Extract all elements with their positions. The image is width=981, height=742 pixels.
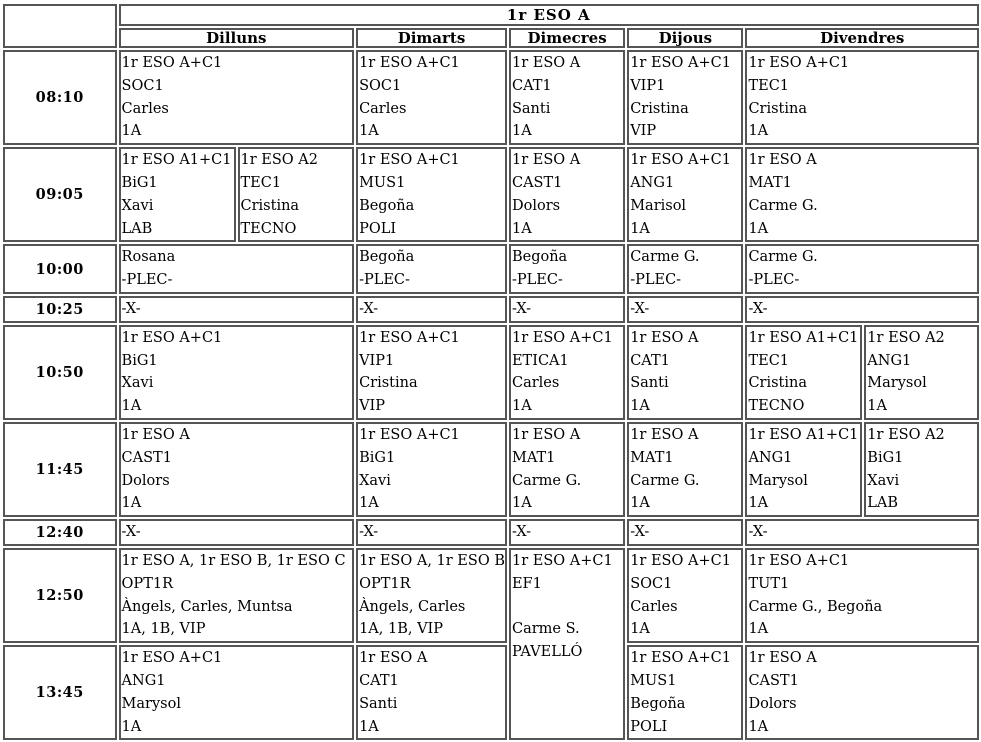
timetable-cell — [119, 422, 355, 517]
cell-blank — [512, 596, 623, 619]
cell-group: 1r ESO A+C1 — [748, 55, 850, 71]
cell-room: 1A — [511, 495, 532, 512]
time-slot: 12:50 — [3, 548, 117, 643]
cell-room: VIP — [630, 123, 657, 140]
cell-group: 1r ESO A+C1 — [511, 552, 613, 569]
cell-group: 1r ESO A+C1 — [121, 55, 223, 71]
cell-group: 1r ESO A+C1 — [511, 329, 613, 346]
cell-teacher: Dolors — [511, 197, 561, 214]
day-header-tuesday: Dimarts — [356, 28, 507, 48]
cell-teacher: Marysol — [121, 695, 181, 712]
cell-subject: ANG1 — [867, 352, 912, 369]
cell-subject: MAT1 — [748, 174, 792, 191]
cell-subject: ANG1 — [121, 672, 166, 689]
cell-room: 1A — [359, 495, 379, 512]
cell-teacher: Carme G., Begoña — [748, 598, 883, 615]
cell-room: 1A — [630, 495, 650, 512]
cell-subject: OPT1R — [359, 575, 411, 592]
timetable-cell — [745, 147, 979, 242]
cell-group: 1r ESO A+C1 — [359, 329, 460, 346]
cell-room: 1A — [867, 398, 887, 415]
time-slot: 10:00 — [3, 244, 117, 294]
cell-subject: ETICA1 — [511, 352, 569, 369]
cell-room: TECNO — [240, 220, 297, 237]
cell-subject: BiG1 — [121, 352, 158, 369]
cell-subject: ANG1 — [748, 449, 793, 466]
cell-group: 1r ESO A+C1 — [630, 552, 731, 569]
cell-subject: ANG1 — [630, 174, 675, 191]
cell-subject: TEC1 — [240, 174, 282, 191]
cell-group: 1r ESO A — [359, 650, 428, 667]
cell-teacher: Santi — [359, 695, 398, 712]
cell-activity: -PLEC- — [630, 272, 682, 289]
cell-teacher: Carme G. — [748, 249, 818, 266]
cell-teacher: Begoña — [511, 249, 568, 266]
cell-activity: -PLEC- — [511, 272, 563, 289]
timetable-cell — [509, 325, 625, 420]
timetable-cell — [509, 519, 625, 546]
cell-subject: VIP1 — [359, 352, 395, 369]
cell-room: 1A — [121, 718, 142, 735]
cell-teacher: Dolors — [121, 472, 170, 489]
cell-teacher: Cristina — [748, 100, 807, 117]
cell-teacher: Marysol — [748, 472, 808, 489]
cell-teacher: Marysol — [867, 375, 927, 392]
timetable-cell — [627, 519, 743, 546]
cell-room: 1A, 1B, VIP — [359, 621, 444, 638]
cell-group: 1r ESO A+C1 — [630, 650, 731, 667]
cell-teacher: Cristina — [240, 197, 300, 214]
cell-room: 1A — [121, 123, 142, 140]
cell-subject: SOC1 — [121, 77, 164, 94]
time-slot: 11:45 — [3, 422, 117, 517]
timetable — [1, 2, 981, 742]
cell-activity: -PLEC- — [359, 272, 410, 289]
time-slot: 10:50 — [3, 325, 117, 420]
timetable-cell — [119, 50, 355, 145]
cell-teacher: Marisol — [630, 197, 687, 214]
cell-room: 1A — [630, 220, 650, 237]
cell-subject: EF1 — [511, 575, 542, 592]
cell-group: 1r ESO A, 1r ESO B, 1r ESO C — [121, 552, 346, 569]
cell-teacher: Carme G. — [630, 472, 700, 489]
cell-room: TECNO — [748, 398, 805, 415]
day-header-wednesday: Dimecres — [509, 28, 625, 48]
cell-teacher: Begoña — [630, 695, 686, 712]
cell-room: 1A — [748, 220, 769, 237]
day-header-friday: Divendres — [745, 28, 979, 48]
cell-room: 1A — [630, 621, 650, 638]
cell-subject: TEC1 — [748, 352, 790, 369]
cell-teacher: Carles — [359, 100, 407, 117]
day-header-monday: Dilluns — [119, 28, 355, 48]
timetable-cell — [119, 548, 355, 643]
timetable-cell — [509, 548, 625, 740]
timetable-cell — [119, 244, 355, 294]
timetable-cell — [627, 147, 743, 242]
cell-group: 1r ESO A — [630, 426, 699, 443]
timetable-cell — [356, 422, 507, 517]
cell-subject: MUS1 — [359, 174, 406, 191]
timetable-cell — [627, 325, 743, 420]
cell-group: 1r ESO A — [121, 426, 190, 443]
timetable-cell — [509, 147, 625, 242]
cell-activity: -PLEC- — [748, 272, 800, 289]
cell-subject: MAT1 — [511, 449, 556, 466]
cell-teacher: Carles — [630, 598, 678, 615]
cell-subject: VIP1 — [630, 77, 666, 94]
cell-group: 1r ESO A2 — [867, 329, 945, 346]
cell-group: 1r ESO A — [630, 329, 699, 346]
timetable-title: 1r ESO A — [119, 4, 979, 26]
break-marker: -X- — [511, 300, 532, 317]
cell-subject: CAST1 — [121, 449, 172, 466]
cell-subject: TEC1 — [748, 77, 790, 94]
timetable-cell — [238, 147, 355, 242]
cell-room: POLI — [630, 718, 668, 735]
cell-room: 1A — [748, 495, 769, 512]
break-marker: -X- — [748, 300, 768, 317]
cell-subject: BiG1 — [867, 449, 904, 466]
cell-room: 1A — [359, 123, 379, 140]
timetable-cell — [356, 548, 507, 643]
cell-subject: MAT1 — [630, 449, 674, 466]
cell-teacher: Begoña — [359, 249, 415, 266]
time-slot: 13:45 — [3, 645, 117, 740]
cell-teacher: Begoña — [359, 197, 415, 214]
cell-teacher: Cristina — [748, 375, 807, 392]
cell-teacher: Xavi — [121, 375, 154, 392]
break-marker: -X- — [121, 524, 141, 541]
timetable-cell — [627, 296, 743, 323]
cell-teacher: Carme S. — [511, 621, 580, 638]
cell-group: 1r ESO A+C1 — [121, 650, 223, 667]
cell-subject: OPT1R — [121, 575, 174, 592]
break-marker: -X- — [511, 524, 532, 541]
cell-teacher: Carme G. — [630, 249, 700, 266]
timetable-cell — [745, 244, 979, 294]
cell-room: 1A, 1B, VIP — [121, 621, 206, 638]
cell-room: 1A — [511, 123, 532, 140]
timetable-cell — [864, 325, 979, 420]
timetable-cell — [745, 50, 979, 145]
timetable-cell — [356, 296, 507, 323]
timetable-cell — [745, 296, 979, 323]
cell-activity: -PLEC- — [121, 272, 173, 289]
cell-group: 1r ESO A1+C1 — [748, 329, 859, 346]
cell-teacher: Carme G. — [511, 472, 582, 489]
time-slot: 08:10 — [3, 50, 117, 145]
timetable-cell — [509, 50, 625, 145]
cell-subject: CAT1 — [359, 672, 399, 689]
cell-room: PAVELLÓ — [511, 644, 583, 661]
cell-group: 1r ESO A, 1r ESO B — [359, 552, 505, 569]
cell-subject: MUS1 — [630, 672, 677, 689]
timetable-cell — [509, 296, 625, 323]
cell-teacher: Xavi — [867, 472, 900, 489]
cell-group: 1r ESO A2 — [867, 426, 945, 443]
cell-group: 1r ESO A1+C1 — [121, 152, 232, 169]
cell-room: 1A — [511, 220, 532, 237]
cell-room: 1A — [511, 398, 532, 415]
timetable-cell — [745, 422, 862, 517]
cell-teacher: Santi — [630, 375, 669, 392]
cell-teacher: Santi — [511, 100, 551, 117]
cell-group: 1r ESO A — [748, 650, 817, 667]
cell-group: 1r ESO A — [511, 152, 581, 169]
cell-room: 1A — [121, 495, 142, 512]
cell-teacher: Àngels, Carles — [359, 598, 466, 615]
time-slot: 09:05 — [3, 147, 117, 242]
cell-room: VIP — [359, 398, 386, 415]
cell-teacher: Carme G. — [748, 197, 818, 214]
time-slot: 10:25 — [3, 296, 117, 323]
break-marker: -X- — [121, 300, 141, 317]
timetable-cell — [356, 325, 507, 420]
timetable-cell — [509, 244, 625, 294]
cell-teacher: Àngels, Carles, Muntsa — [121, 598, 293, 615]
cell-teacher: Rosana — [121, 249, 176, 266]
cell-teacher: Xavi — [359, 472, 391, 489]
cell-subject: CAT1 — [630, 352, 670, 369]
timetable-cell — [119, 325, 355, 420]
cell-room: LAB — [121, 220, 153, 237]
break-marker: -X- — [630, 300, 650, 317]
cell-group: 1r ESO A+C1 — [748, 552, 850, 569]
day-header-thursday: Dijous — [627, 28, 743, 48]
timetable-cell — [745, 519, 979, 546]
corner-cell — [3, 4, 117, 48]
timetable-cell — [745, 325, 862, 420]
cell-group: 1r ESO A+C1 — [359, 426, 460, 443]
timetable-cell — [356, 244, 507, 294]
break-marker: -X- — [359, 300, 379, 317]
cell-subject: SOC1 — [359, 77, 402, 94]
timetable-cell — [119, 296, 355, 323]
timetable-cell — [509, 422, 625, 517]
cell-subject: BiG1 — [121, 174, 158, 191]
cell-room: 1A — [630, 398, 650, 415]
timetable-cell — [356, 50, 507, 145]
cell-subject: TUT1 — [748, 575, 790, 592]
timetable-cell — [119, 147, 236, 242]
cell-group: 1r ESO A — [511, 55, 581, 71]
cell-group: 1r ESO A — [748, 152, 817, 169]
cell-subject: SOC1 — [630, 575, 673, 592]
timetable-cell — [119, 519, 355, 546]
timetable-cell — [627, 244, 743, 294]
timetable-cell — [627, 548, 743, 643]
cell-subject: CAT1 — [511, 77, 552, 94]
cell-subject: BiG1 — [359, 449, 396, 466]
time-slot: 12:40 — [3, 519, 117, 546]
cell-room: LAB — [867, 495, 899, 512]
cell-room: 1A — [359, 718, 379, 735]
cell-group: 1r ESO A2 — [240, 152, 318, 169]
cell-teacher: Dolors — [748, 695, 797, 712]
cell-group: 1r ESO A1+C1 — [748, 426, 859, 443]
cell-teacher: Xavi — [121, 197, 154, 214]
break-marker: -X- — [359, 524, 379, 541]
timetable-cell — [745, 548, 979, 643]
break-marker: -X- — [748, 524, 768, 541]
break-marker: -X- — [630, 524, 650, 541]
cell-group: 1r ESO A — [511, 426, 581, 443]
cell-room: 1A — [121, 398, 142, 415]
cell-group: 1r ESO A+C1 — [630, 55, 731, 71]
timetable-cell — [864, 422, 979, 517]
cell-room: 1A — [748, 718, 769, 735]
timetable-cell — [356, 147, 507, 242]
cell-teacher: Carles — [121, 100, 169, 117]
cell-room: 1A — [748, 123, 769, 140]
timetable-cell — [627, 50, 743, 145]
cell-group: 1r ESO A+C1 — [630, 152, 731, 169]
cell-room: 1A — [748, 621, 769, 638]
cell-room: POLI — [359, 220, 397, 237]
cell-group: 1r ESO A+C1 — [359, 55, 460, 71]
timetable-cell — [627, 422, 743, 517]
cell-teacher: Cristina — [359, 375, 418, 392]
cell-group: 1r ESO A+C1 — [359, 152, 460, 169]
cell-teacher: Carles — [511, 375, 560, 392]
cell-group: 1r ESO A+C1 — [121, 329, 223, 346]
cell-teacher: Cristina — [630, 100, 689, 117]
cell-subject: CAST1 — [511, 174, 563, 191]
timetable-cell — [356, 519, 507, 546]
cell-subject: CAST1 — [748, 672, 799, 689]
